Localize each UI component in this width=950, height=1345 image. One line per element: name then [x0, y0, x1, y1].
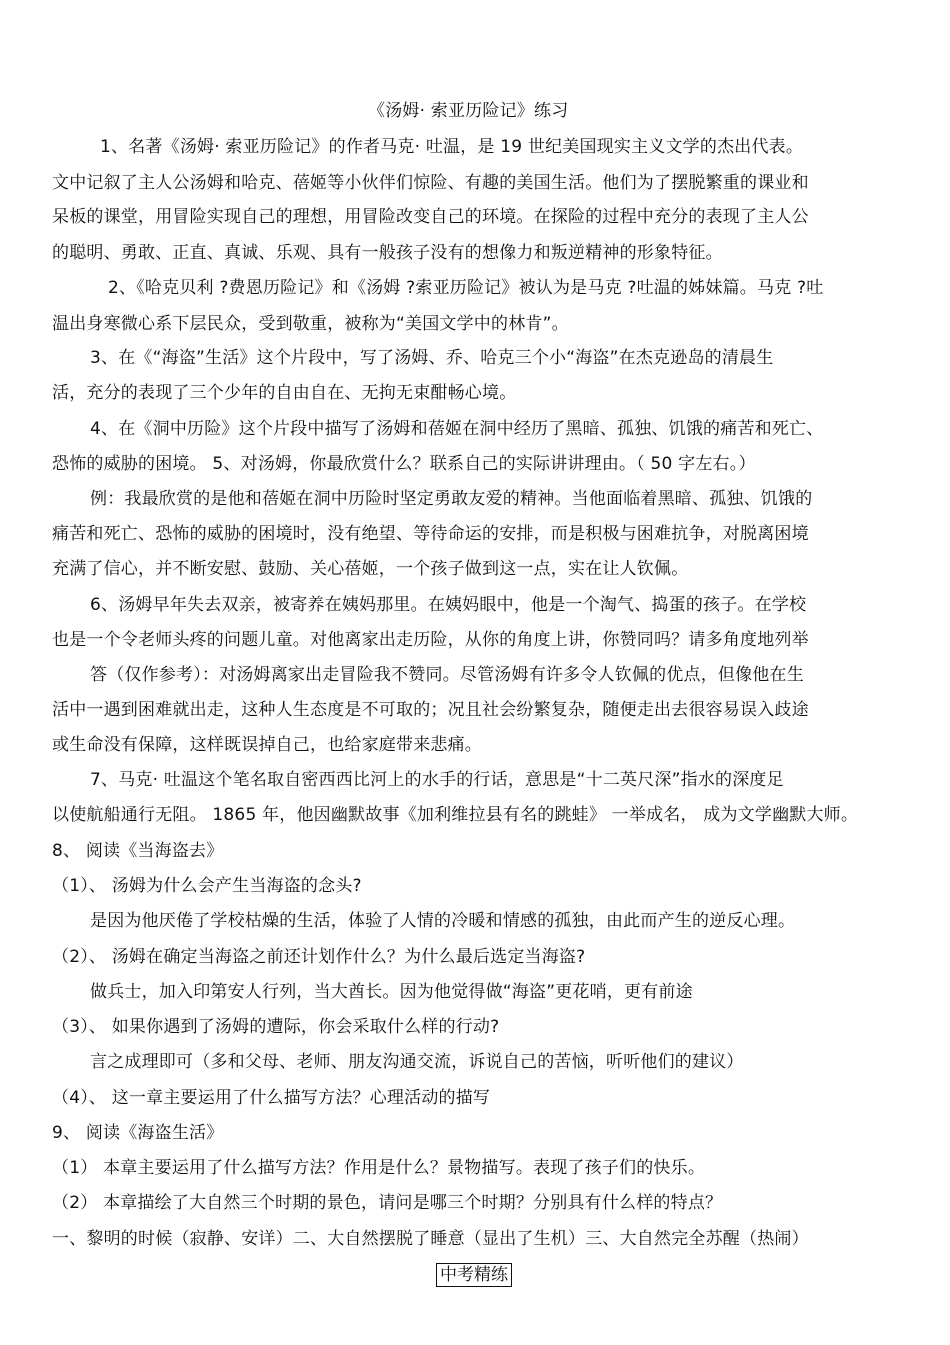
text-line: 做兵士，加入印第安人行列，当大酋长。因为他觉得做“海盗”更花哨，更有前途 — [90, 982, 693, 1002]
text-line: 活，充分的表现了三个少年的自由自在、无拘无束酣畅心境。 — [52, 383, 517, 403]
text-line: 的聪明、勇敢、正直、真诚、乐观、具有一般孩子没有的想像力和叛逆精神的形象特征。 — [52, 243, 723, 263]
text-line: 9、 阅读《海盗生活》 — [52, 1123, 224, 1143]
text-line: 6、汤姆早年失去双亲，被寄养在姨妈那里。在姨妈眼中，他是一个淘气、捣蛋的孩子。在学校 — [90, 595, 807, 615]
text-line: （2） 本章描绘了大自然三个时期的景色，请问是哪三个时期？分别具有什么样的特点？ — [52, 1193, 723, 1213]
text-line: 一、黎明的时候（寂静、安详）二、大自然摆脱了睡意（显出了生机）三、大自然完全苏醒（热闹） — [52, 1229, 809, 1249]
text-line: 也是一个令老师头疼的问题儿童。对他离家出走历险，从你的角度上讲，你赞同吗？请多角度地列举 — [52, 630, 809, 650]
text-line: 2、《哈克贝利 ?费恩历险记》和《汤姆 ?索亚历险记》被认为是马克 ?吐温的姊妹篇。马克 ?吐 — [108, 278, 824, 298]
text-line: 答（仅作参考）：对汤姆离家出走冒险我不赞同。尽管汤姆有许多令人钦佩的优点，但像他在生 — [90, 665, 804, 685]
text-line: 活中一遇到困难就出走，这种人生态度是不可取的；况且社会纷繁复杂，随便走出去很容易误入歧途 — [52, 700, 809, 720]
text-line: 例：我最欣赏的是他和蓓姬在洞中历险时坚定勇敢友爱的精神。当他面临着黑暗、孤独、饥饿的 — [90, 489, 813, 509]
text-line: （1）、 汤姆为什么会产生当海盗的念头? — [52, 876, 362, 896]
text-line: 或生命没有保障，这样既误掉自己，也给家庭带来悲痛。 — [52, 735, 482, 755]
text-line: 恐怖的威胁的困境。 5、对汤姆，你最欣赏什么？联系自己的实际讲讲理由。（ 50 字左右。） — [52, 454, 756, 474]
text-line: 言之成理即可（多和父母、老师、朋友沟通交流，诉说自己的苦恼，听听他们的建议） — [90, 1052, 744, 1072]
text-line: 温出身寒微心系下层民众，受到敬重，被称为“美国文学中的林肯”。 — [52, 314, 569, 334]
text-line: （4）、 这一章主要运用了什么描写方法？心理活动的描写 — [52, 1088, 491, 1108]
text-line: 痛苦和死亡、恐怖的威胁的困境时，没有绝望、等待命运的安排，而是积极与困难抗争，对脱离困境 — [52, 524, 809, 544]
text-line: 充满了信心，并不断安慰、鼓励、关心蓓姬，一个孩子做到这一点，实在让人钦佩。 — [52, 559, 689, 579]
text-line: 呆板的课堂，用冒险实现自己的理想，用冒险改变自己的环境。在探险的过程中充分的表现了主人公 — [52, 207, 809, 227]
text-line: （1） 本章主要运用了什么描写方法？作用是什么？景物描写。表现了孩子们的快乐。 — [52, 1158, 706, 1178]
text-line: 7、马克· 吐温这个笔名取自密西西比河上的水手的行话，意思是“十二英尺深”指水的深度足 — [90, 770, 784, 790]
text-line: 3、在《“海盗”生活》这个片段中，写了汤姆、乔、哈克三个小“海盗”在杰克逊岛的清晨生 — [90, 348, 774, 368]
text-line: 8、 阅读《当海盗去》 — [52, 841, 224, 861]
text-line: （3）、 如果你遇到了汤姆的遭际，你会采取什么样的行动? — [52, 1017, 500, 1037]
text-line: 1、名著《汤姆· 索亚历险记》的作者马克· 吐温，是 19 世纪美国现实主义文学的杰出代表。 — [100, 137, 804, 157]
text-line: 是因为他厌倦了学校枯燥的生活，体验了人情的冷暖和情感的孤独，由此而产生的逆反心理。 — [90, 911, 796, 931]
text-line: 4、在《洞中历险》这个片段中描写了汤姆和蓓姬在洞中经历了黑暗、孤独、饥饿的痛苦和死亡、 — [90, 419, 824, 439]
section-box-label: 中考精练 — [436, 1263, 512, 1287]
text-line: 以使航船通行无阻。 1865 年，他因幽默故事《加利维拉县有名的跳蛙》 一举成名， 成为文学幽默大师。 — [52, 805, 859, 825]
page-title: 《汤姆· 索亚历险记》练习 — [368, 101, 569, 121]
text-line: （2）、 汤姆在确定当海盗之前还计划作什么？为什么最后选定当海盗? — [52, 947, 586, 967]
text-line: 文中记叙了主人公汤姆和哈克、蓓姬等小伙伴们惊险、有趣的美国生活。他们为了摆脱繁重的课业和 — [52, 173, 809, 193]
